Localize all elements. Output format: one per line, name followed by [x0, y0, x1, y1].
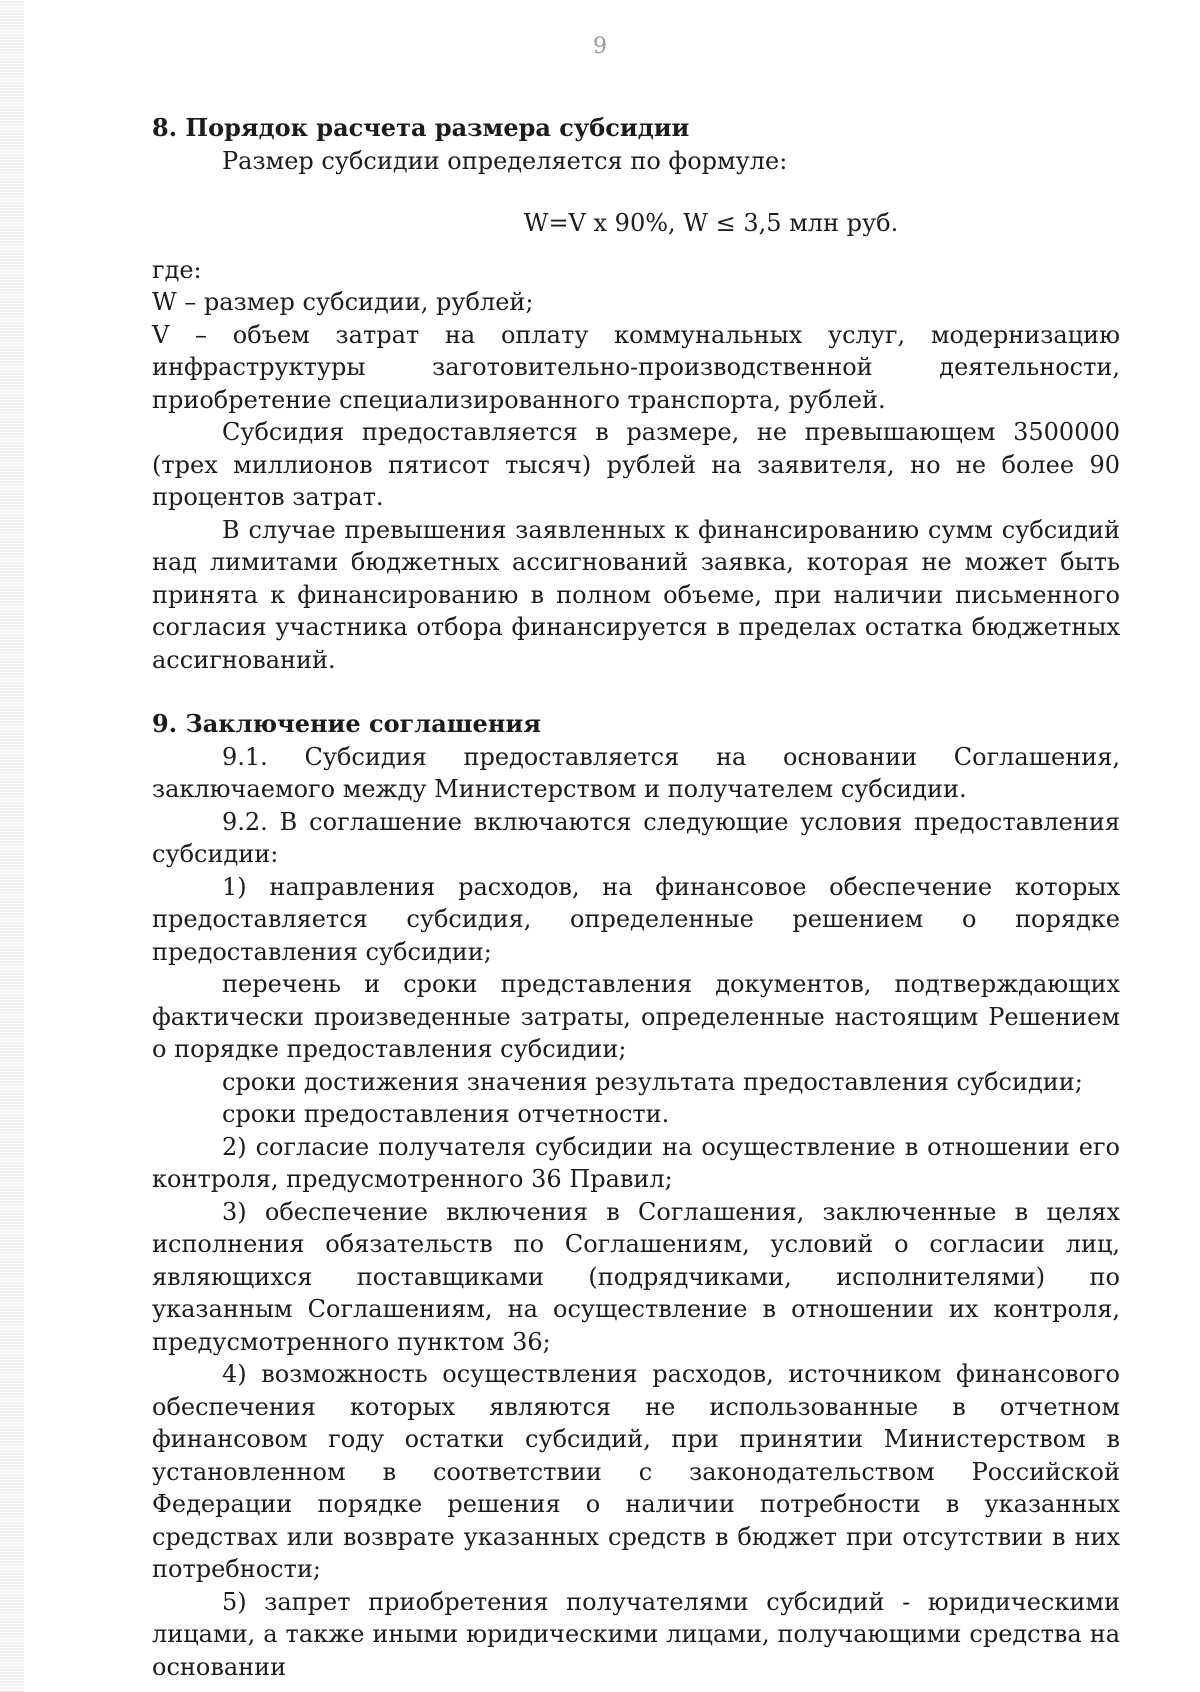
section-9-heading: 9. Заключение соглашения [152, 709, 541, 738]
condition-2: 2) согласие получателя субсидии на осуществление в отношении его контроля, предусмотренного 36 Правил; [152, 1132, 1120, 1193]
condition-1-reporting-deadlines: сроки предоставления отчетности. [222, 1100, 670, 1128]
excess-funding-paragraph: В случае превышения заявленных к финансированию сумм субсидий над лимитами бюджетных ассигнований заявка, которая не может быть принята к финансированию в полном объеме, при наличии письменного согласия участника отбора финансируется в пределах остатка бюджетных ассигнований. [152, 515, 1120, 674]
condition-1-result-deadlines: сроки достижения значения результата предоставления субсидии; [222, 1067, 1083, 1096]
scan-binding-strip [0, 0, 24, 1692]
clause-9-1: 9.1. Субсидия предоставляется на основании Соглашения, заключаемого между Министерством и получателем субсидии. [152, 742, 1120, 803]
condition-1-documents: перечень и сроки представления документов, подтверждающих фактически произведенные затраты, определенные настоящим Решением о порядке предоставления субсидии; [152, 970, 1120, 1063]
condition-3: 3) обеспечение включения в Соглашения, заключенные в целях исполнения обязательств по Соглашениям, условий о согласии лиц, являющихся поставщиками (подрядчиками, исполнителями) по указанным Соглашениям, на осуществление в отношении их контроля, предусмотренного пунктом 36; [152, 1197, 1120, 1356]
condition-5: 5) запрет приобретения получателями субсидий - юридическими лицами, а также иными юридическими лицами, получающими средства на основании [152, 1587, 1120, 1681]
condition-1: 1) направления расходов, на финансовое обеспечение которых предоставляется субсидия, определенные решением о порядке предоставления субсидии; [152, 872, 1120, 966]
subsidy-limit-paragraph: Субсидия предоставляется в размере, не превышающем 3500000 (трех миллионов пятисот тысяч) рублей на заявителя, но не более 90 процентов затрат. [152, 418, 1120, 511]
formula-intro: Размер субсидии определяется по формуле: [222, 146, 788, 175]
w-definition: W – размер субсидии, рублей; [152, 288, 534, 316]
v-definition: V – объем затрат на оплату коммунальных услуг, модернизацию инфраструктуры заготовительно-производственной деятельности, приобретение специализированного транспорта, рублей. [152, 320, 1120, 414]
page-number: 9 [593, 34, 607, 59]
where-label: где: [152, 255, 202, 284]
section-8-heading: 8. Порядок расчета размера субсидии [152, 113, 690, 142]
clause-9-2: 9.2. В соглашение включаются следующие условия предоставления субсидии: [152, 807, 1120, 868]
condition-4: 4) возможность осуществления расходов, источником финансового обеспечения которых являются не использованные в отчетном финансовом году остатки субсидий, при принятии Министерством в установленном в соответствии с законодательством Российской Федерации порядке решения о наличии потребности в указанных средствах или возврате указанных средств в бюджет при отсутствии в них потребности; [152, 1360, 1120, 1583]
document-body [152, 112, 1120, 1683]
subsidy-formula: W=V x 90%, W ≤ 3,5 млн руб. [523, 209, 899, 237]
